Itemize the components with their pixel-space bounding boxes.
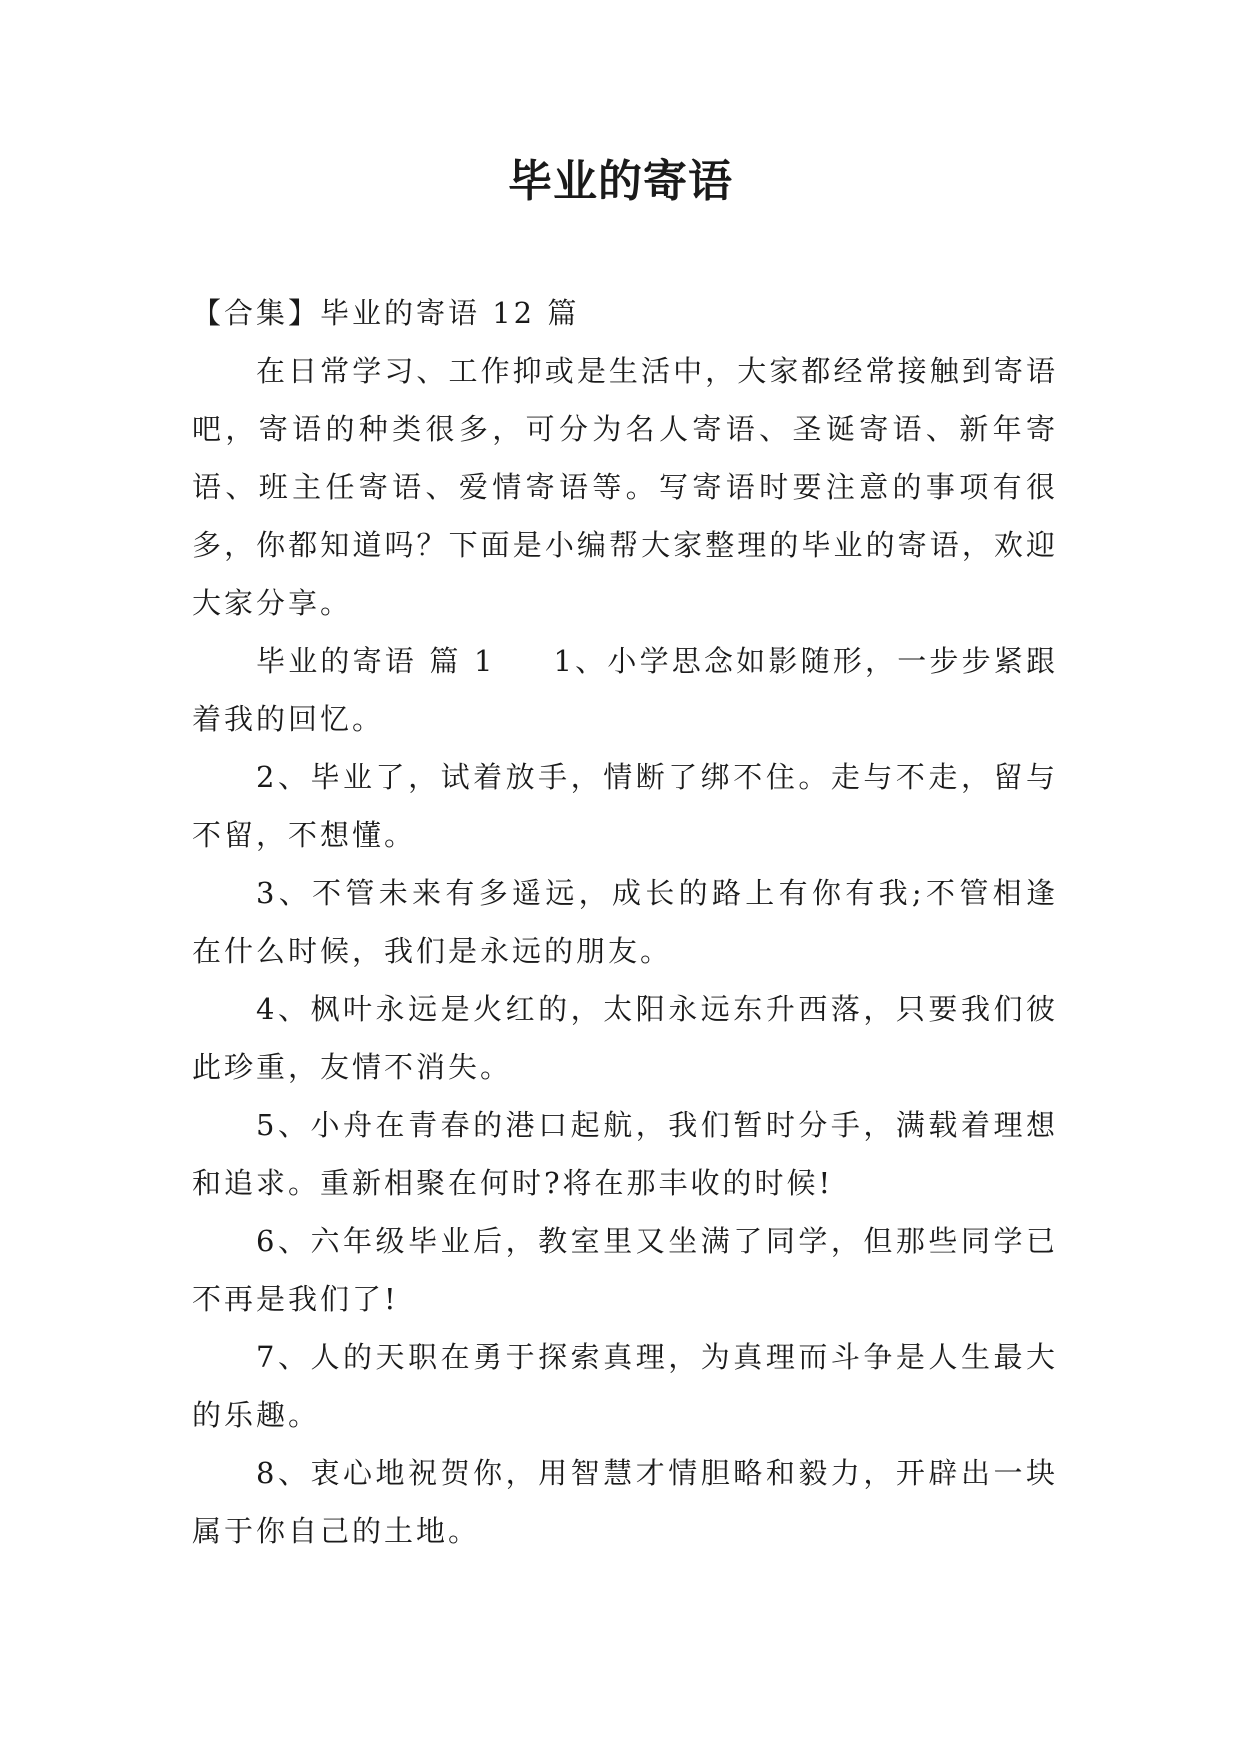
list-item-4: 4、枫叶永远是火红的，太阳永远东升西落，只要我们彼此珍重，友情不消失。	[192, 992, 1058, 1084]
list-item-6: 6、六年级毕业后，教室里又坐满了同学，但那些同学已不再是我们了!	[192, 1224, 1058, 1316]
list-item-8: 8、衷心地祝贺你，用智慧才情胆略和毅力，开辟出一块属于你自己的土地。	[192, 1456, 1058, 1548]
document-body	[192, 284, 1058, 1560]
section-1-paragraph	[192, 632, 1058, 748]
document-title: 毕业的寄语	[508, 156, 733, 207]
list-item-2: 2、毕业了，试着放手，情断了绑不住。走与不走，留与不留，不想懂。	[192, 760, 1058, 852]
list-item-1: 1、小学思念如影随形，一步步紧跟着我的回忆。	[192, 644, 1059, 736]
collection-line: 【合集】毕业的寄语 12 篇	[192, 296, 580, 330]
intro-paragraph: 在日常学习、工作抑或是生活中，大家都经常接触到寄语吧，寄语的种类很多，可分为名人寄语、圣诞寄语、新年寄语、班主任寄语、爱情寄语等。写寄语时要注意的事项有很多，你都知道吗？下面是小编帮大家整理的毕业的寄语，欢迎大家分享。	[192, 354, 1058, 620]
list-item-3: 3、不管未来有多遥远，成长的路上有你有我;不管相逢在什么时候，我们是永远的朋友。	[192, 876, 1058, 968]
list-item-5: 5、小舟在青春的港口起航，我们暂时分手，满载着理想和追求。重新相聚在何时?将在那丰收的时候!	[192, 1108, 1058, 1200]
section-heading: 毕业的寄语 篇 1	[256, 644, 496, 678]
list-item-7: 7、人的天职在勇于探索真理，为真理而斗争是人生最大的乐趣。	[192, 1340, 1058, 1432]
